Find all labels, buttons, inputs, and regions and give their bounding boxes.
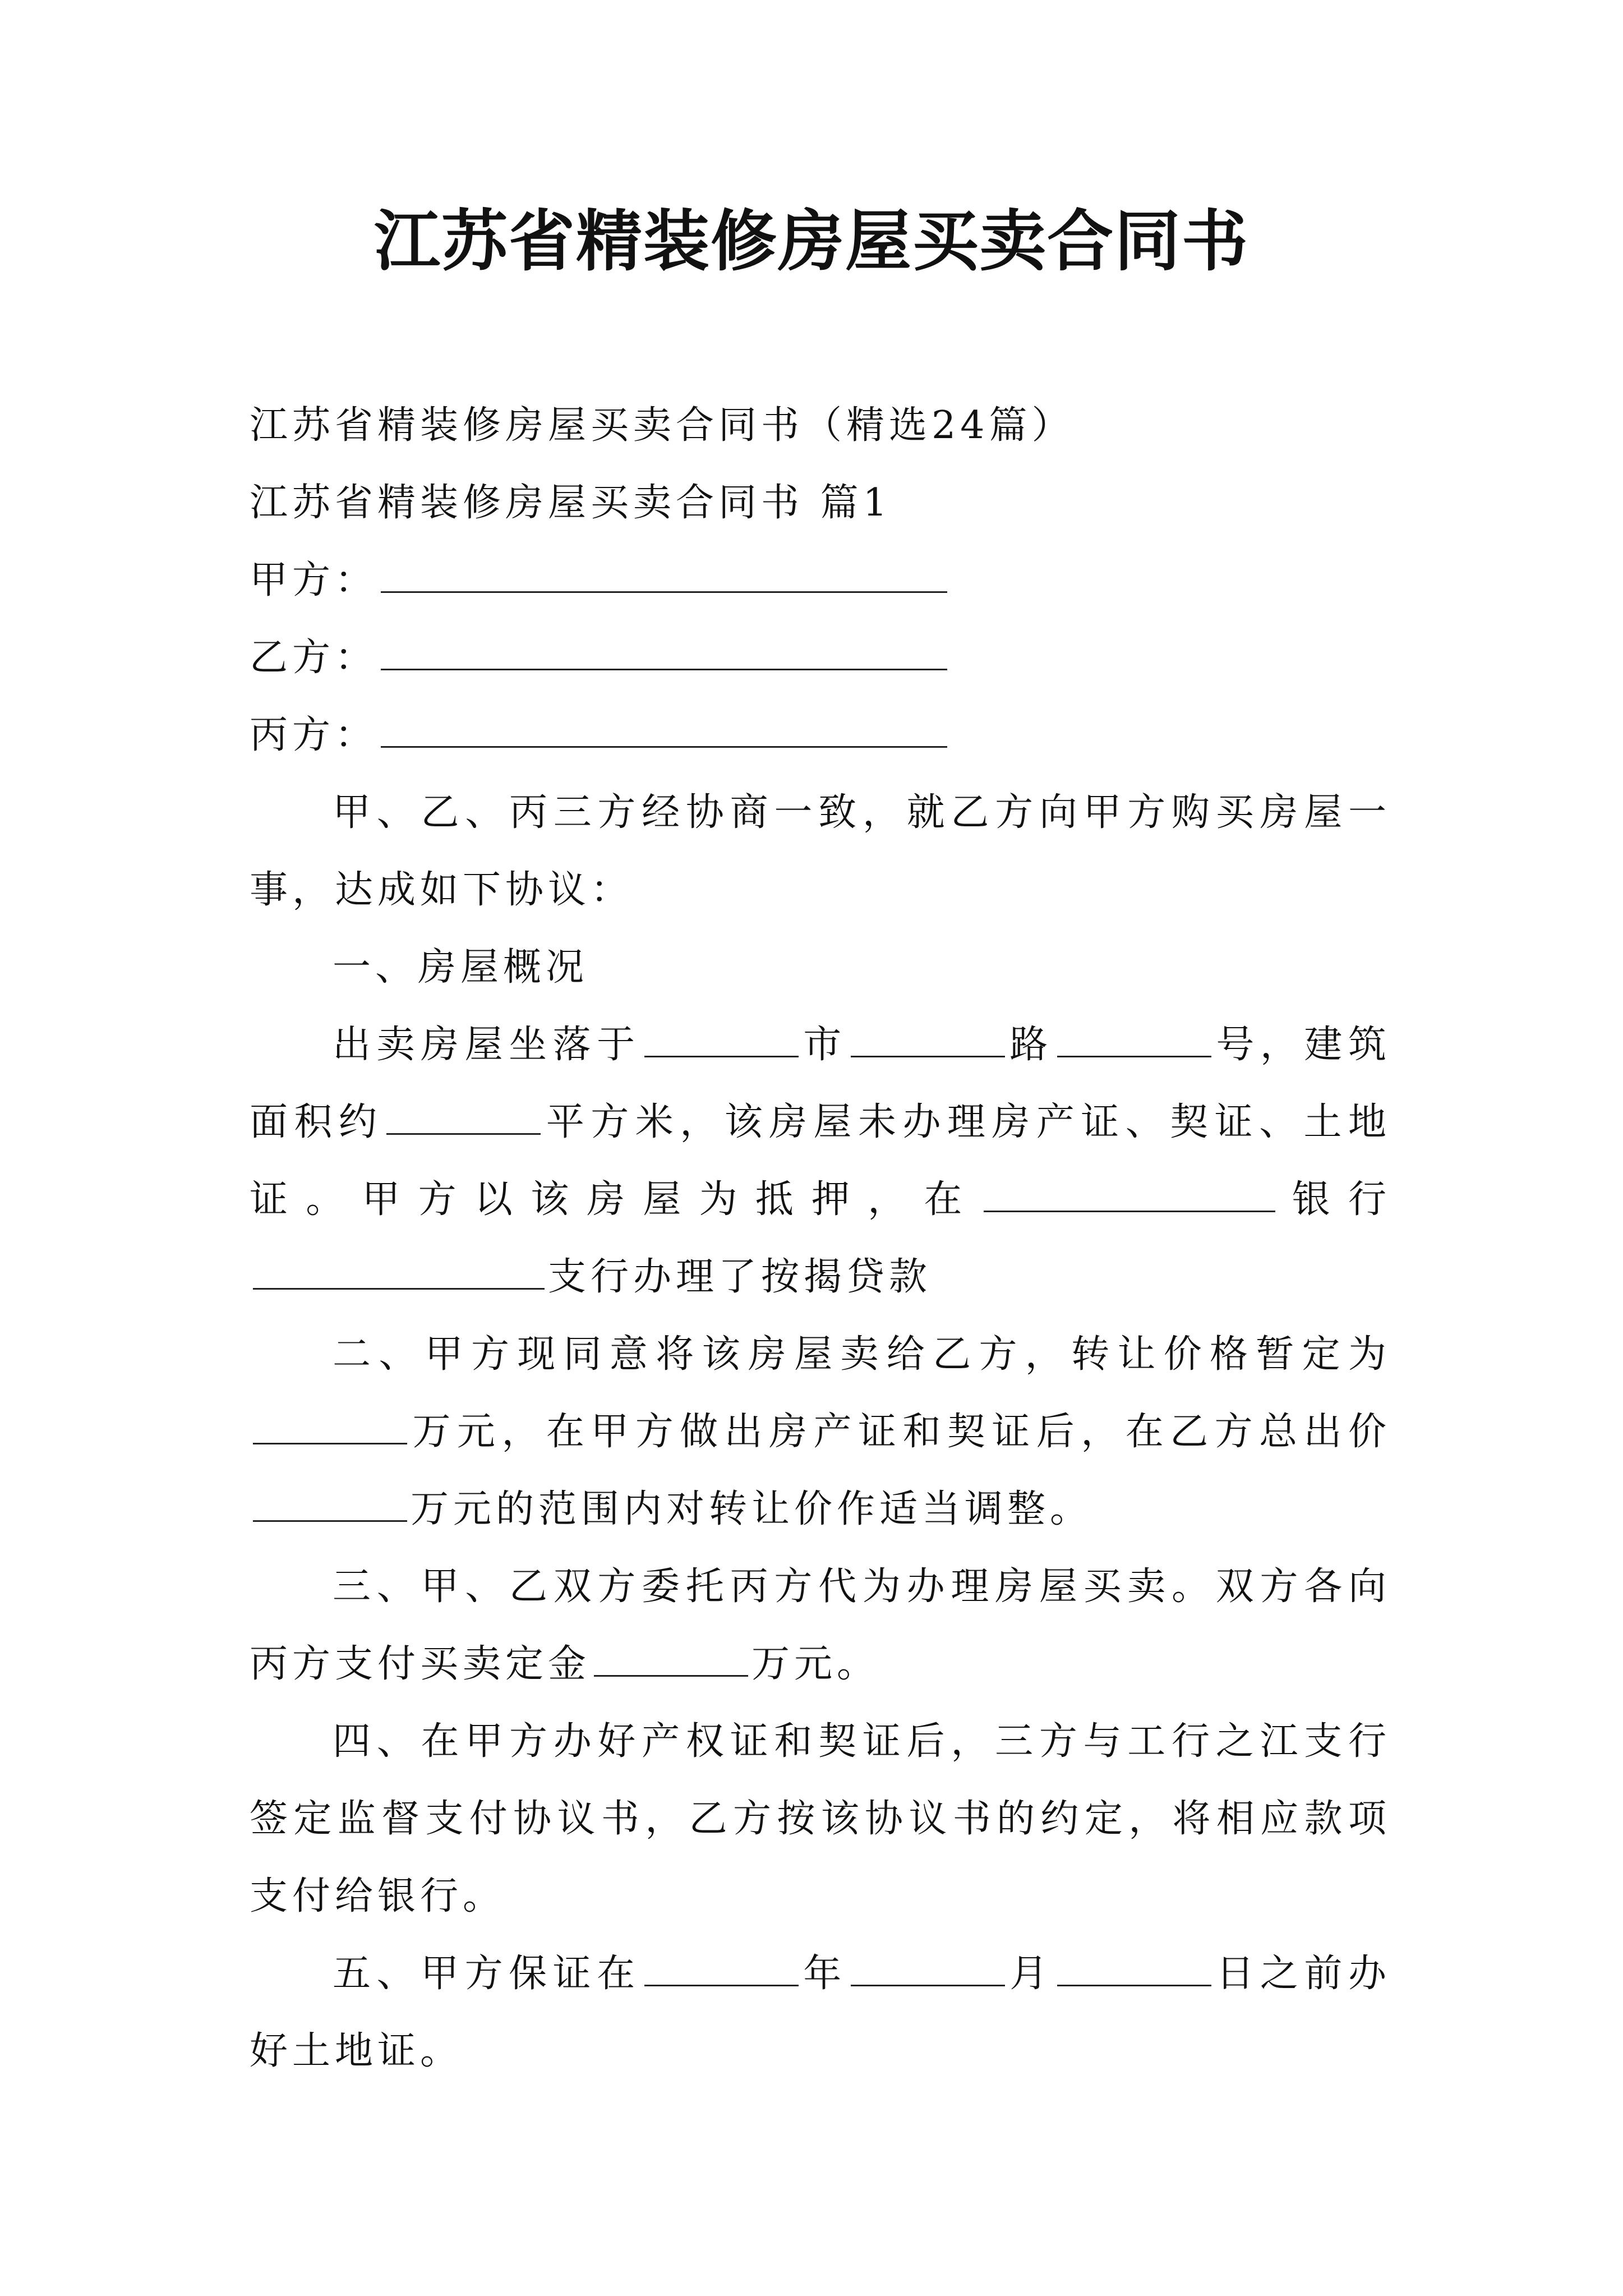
clause4-paragraph: 四、在甲方办好产权证和契证后，三方与工行之江支行签定监督支付协议书，乙方按该协议书的约定，将相应款项支付给银行。 bbox=[250, 1719, 1391, 1918]
party-b-label: 乙方： bbox=[250, 636, 378, 680]
section-heading: 江苏省精装修房屋买卖合同书 篇1 bbox=[250, 481, 892, 525]
month-blank bbox=[851, 1950, 1005, 1986]
clause1-heading: 一、房屋概况 bbox=[333, 945, 589, 990]
branch-blank bbox=[253, 1253, 545, 1290]
clause3-text-1: 三、甲、乙双方委托丙方代为办理房屋买卖。双方各向丙方支付买卖定金 bbox=[250, 1565, 1391, 1686]
clause2-text-2: 万元，在甲方做出房产证和契证后，在乙方总出价 bbox=[411, 1410, 1391, 1454]
bank-blank bbox=[984, 1176, 1275, 1212]
price-blank bbox=[253, 1408, 407, 1444]
area-blank bbox=[386, 1098, 541, 1135]
total-price-blank bbox=[253, 1485, 407, 1522]
document-subtitle: 江苏省精装修房屋买卖合同书（精选24篇） bbox=[250, 403, 1075, 448]
party-b-blank bbox=[381, 634, 947, 670]
city-blank bbox=[644, 1021, 799, 1057]
party-a-line bbox=[250, 542, 1391, 619]
clause1-text-7: 支行办理了按揭贷款 bbox=[548, 1255, 932, 1299]
party-c-line bbox=[250, 697, 1391, 774]
clause1-text-5: 平方米，该房屋未办理房产证、契证、土地证。甲方以该房屋为抵押，在 bbox=[250, 1100, 1391, 1222]
intro-paragraph: 甲、乙、丙三方经协商一致，就乙方向甲方购买房屋一事，达成如下协议： bbox=[250, 790, 1391, 912]
clause1-text-4: 号，建筑面积约 bbox=[250, 1023, 1391, 1144]
clause2-text-1: 二、甲方现同意将该房屋卖给乙方，转让价格暂定为 bbox=[333, 1332, 1391, 1377]
year-blank bbox=[644, 1950, 799, 1986]
clause3-text-2: 万元。 bbox=[751, 1642, 880, 1686]
clause5-text-1: 五、甲方保证在 bbox=[333, 1952, 641, 1996]
deposit-blank bbox=[594, 1640, 748, 1677]
clause5-text-2: 年 bbox=[801, 1952, 847, 1996]
document-title: 江苏省精装修房屋买卖合同书 bbox=[374, 202, 1249, 280]
road-blank bbox=[851, 1021, 1005, 1057]
party-c-label: 丙方： bbox=[250, 713, 378, 757]
day-blank bbox=[1057, 1950, 1211, 1986]
clause2-paragraph bbox=[250, 1316, 1391, 1548]
clause1-text-3: 路 bbox=[1008, 1023, 1054, 1067]
clause1-paragraph bbox=[250, 1006, 1391, 1316]
clause5-text-3: 月 bbox=[1008, 1952, 1054, 1996]
clause2-text-3: 万元的范围内对转让价作适当调整。 bbox=[411, 1487, 1093, 1531]
party-a-blank bbox=[381, 556, 947, 593]
party-a-label: 甲方： bbox=[250, 558, 378, 602]
party-b-line bbox=[250, 619, 1391, 697]
clause1-text-1: 出卖房屋坐落于 bbox=[333, 1023, 641, 1067]
party-c-blank bbox=[381, 711, 947, 748]
clause5-text-4: 日之前办好土地证。 bbox=[250, 1952, 1391, 2073]
clause5-paragraph bbox=[250, 1935, 1391, 2090]
clause1-text-6: 银行 bbox=[1278, 1177, 1391, 1222]
clause1-text-2: 市 bbox=[801, 1023, 847, 1067]
number-blank bbox=[1057, 1021, 1211, 1057]
clause3-paragraph bbox=[250, 1548, 1391, 1703]
